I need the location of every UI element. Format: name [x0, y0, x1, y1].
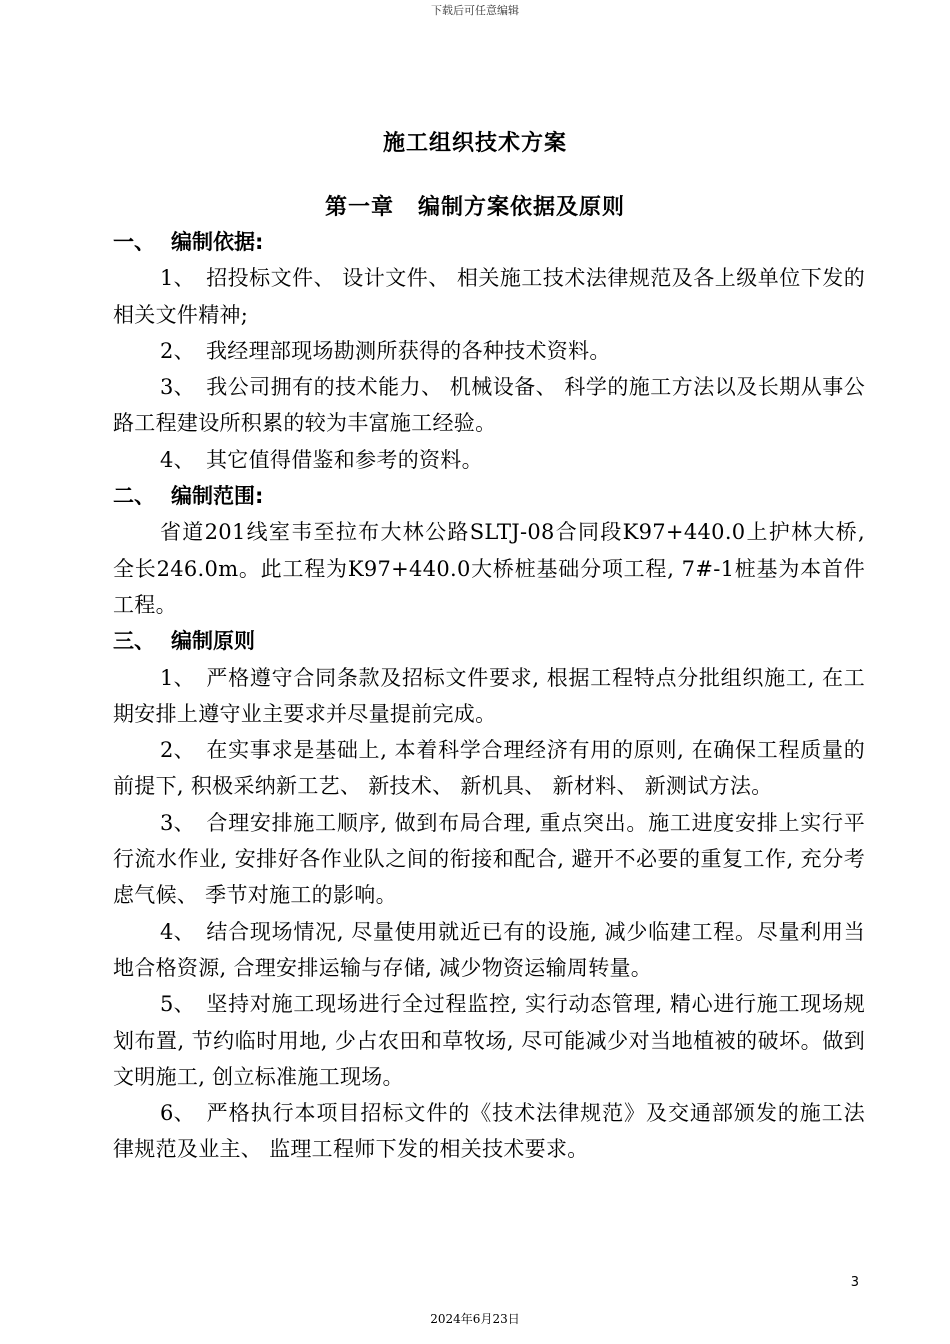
- paragraph: [113, 514, 865, 623]
- paragraph: [113, 260, 865, 333]
- paragraph: [113, 732, 865, 805]
- section-number: 三、: [113, 629, 155, 654]
- chapter-title: [0, 190, 950, 221]
- item-number: 4、: [160, 447, 195, 472]
- paragraph-text: 我公司拥有的技术能力、 机械设备、 科学的施工方法以及长期从事公路工程建设所积累的较为丰富施工经验。: [113, 375, 865, 436]
- section-number: 二、: [113, 484, 155, 509]
- section-heading-scope: [113, 478, 865, 514]
- paragraph: [113, 805, 865, 914]
- paragraph-text: 合理安排施工顺序, 做到布局合理, 重点突出。施工进度安排上实行平行流水作业, 安排好各作业队之间的衔接和配合, 避开不必要的重复工作, 充分考虑气候、 季节对施工的影响。: [113, 810, 865, 908]
- paragraph-text: 我经理部现场勘测所获得的各种技术资料。: [206, 338, 611, 363]
- section-heading-principles: [113, 623, 865, 659]
- item-number: 6、: [160, 1101, 195, 1126]
- item-number: 3、: [160, 375, 195, 400]
- section-title: 编制范围:: [171, 484, 264, 509]
- paragraph: [113, 442, 865, 478]
- paragraph-text: 在实事求是基础上, 本着科学合理经济有用的原则, 在确保工程质量的前提下, 积极采纳新工艺、 新技术、 新机具、 新材料、 新测试方法。: [113, 738, 865, 799]
- chapter-name: 编制方案依据及原则: [418, 195, 626, 220]
- paragraph: [113, 333, 865, 369]
- chapter-number: 第一章: [324, 195, 394, 220]
- section-number: 一、: [113, 230, 155, 254]
- item-number: 2、: [160, 738, 195, 763]
- item-number: 1、: [160, 266, 195, 291]
- footer-date: 2024年6月23日: [430, 1312, 520, 1326]
- item-number: 4、: [160, 919, 195, 944]
- paragraph: [113, 914, 865, 987]
- section-title: 编制依据:: [171, 230, 264, 254]
- header-note: 下载后可任意编辑: [431, 4, 519, 17]
- paragraph-text: 其它值得借鉴和参考的资料。: [206, 447, 483, 472]
- paragraph: [113, 369, 865, 442]
- paragraph-text: 招投标文件、 设计文件、 相关施工技术法律规范及各上级单位下发的相关文件精神;: [113, 266, 865, 327]
- paragraph-text: 严格遵守合同条款及招标文件要求, 根据工程特点分批组织施工, 在工期安排上遵守业主要求并尽量提前完成。: [113, 665, 865, 726]
- paragraph-text: 坚持对施工现场进行全过程监控, 实行动态管理, 精心进行施工现场规划布置, 节约临时用地, 少占农田和草牧场, 尽可能减少对当地植被的破坏。做到文明施工, 创立标准施工现场。: [113, 992, 865, 1089]
- item-number: 2、: [160, 338, 195, 363]
- section-title: 编制原则: [171, 629, 255, 654]
- item-number: 3、: [160, 810, 195, 835]
- document-title: 施工组织技术方案: [382, 131, 567, 156]
- paragraph-text: 省道201线室韦至拉布大林公路SLTJ-08合同段K97+440.0上护林大桥, 全长246.0m。此工程为K97+440.0大桥桩基础分项工程, 7#-1桩基为本首件工程。: [113, 520, 865, 617]
- item-number: 5、: [160, 992, 195, 1017]
- paragraph-text: 严格执行本项目招标文件的《技术法律规范》及交通部颁发的施工法律规范及业主、 监理工程师下发的相关技术要求。: [113, 1101, 865, 1162]
- paragraph: [113, 1095, 865, 1168]
- paragraph-text: 结合现场情况, 尽量使用就近已有的设施, 减少临建工程。尽量利用当地合格资源, 合理安排运输与存储, 减少物资运输周转量。: [113, 919, 865, 980]
- item-number: 1、: [160, 665, 195, 690]
- page-number: 3: [850, 1275, 859, 1290]
- document-body: [113, 224, 865, 1168]
- paragraph: [113, 986, 865, 1095]
- section-heading-basis: [113, 224, 865, 260]
- paragraph: [113, 660, 865, 733]
